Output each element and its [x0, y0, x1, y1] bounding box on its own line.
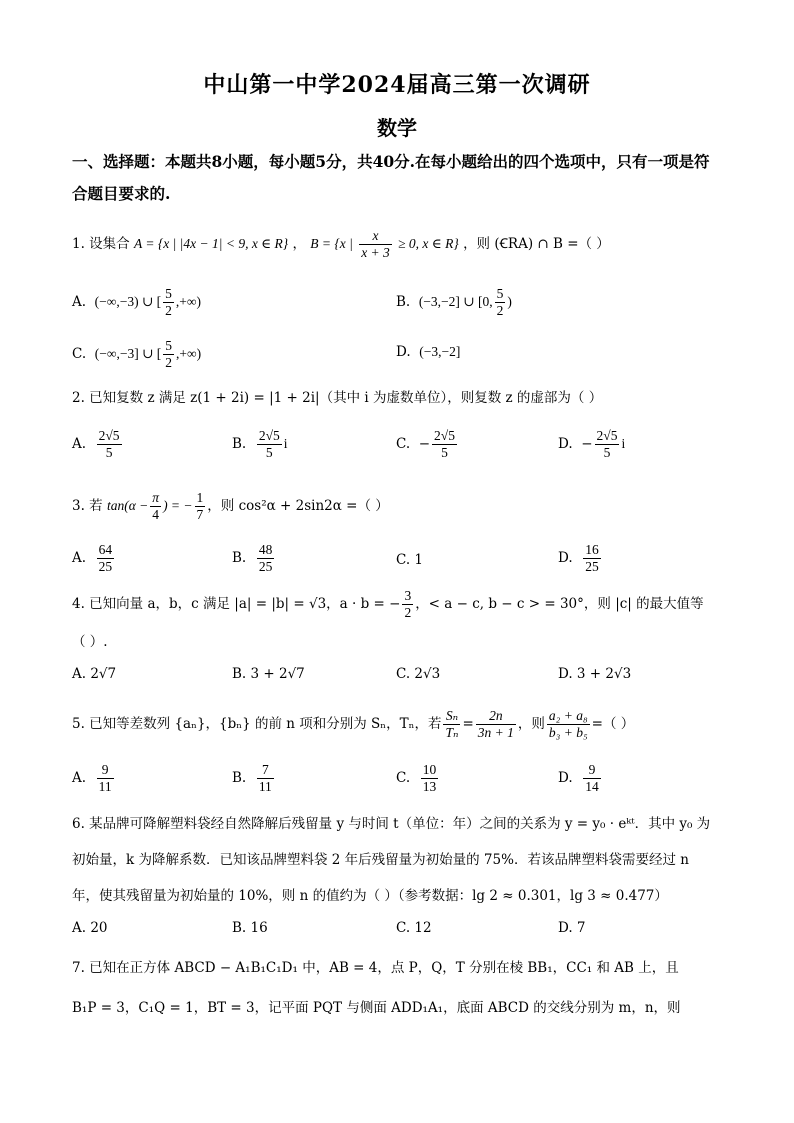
question-1: 1. 设集合 A = {x | |4x − 1| < 9, x ∈ R} ， B = {x | $\frac{x}{x + 3}$ ≥ 0, x ∈ R} ，则 (ꞒRA) ∩ B =（ ）: [72, 228, 610, 260]
q2-option-a: A. $\frac{2√5}{5}$: [72, 428, 120, 460]
exam-subject: 数学: [377, 116, 417, 140]
question-6-line-2: 初始量，k 为降解系数．已知该品牌塑料袋 2 年后残留量为初始量的 75%．若该品牌塑料袋需要经过 n: [72, 852, 689, 868]
question-7-line-2: B₁P = 3，C₁Q = 1，BT = 3，记平面 PQT 与侧面 ADD₁A₁，底面 ABCD 的交线分别为 m，n，则: [72, 1000, 681, 1016]
q5-option-a: A. $\frac{9}{11}$: [72, 762, 112, 794]
q1-option-d: D. (−3,−2]: [396, 344, 461, 360]
question-2: 2. 已知复数 z 满足 z(1 + 2i) = |1 + 2i|（其中 i 为虚数单位），则复数 z 的虚部为（ ）: [72, 390, 603, 406]
exam-title: 中山第一中学2024届高三第一次调研: [203, 72, 591, 98]
q3-option-a: A. $\frac{64}{25}$: [72, 542, 113, 574]
question-5: 5. 已知等差数列 {aₙ}，{bₙ} 的前 n 项和分别为 Sₙ，Tₙ，若 $\frac{\text{Sₙ}}{\text{Tₙ}}$ = $\frac{2n}{3n + 1}$ ，则 $\frac{\text{a₂ + a₈}}{\text{b₃ + b₅}}$ =（ ）: [72, 708, 635, 740]
question-4-cont: （ ）.: [72, 634, 108, 650]
q1-set-a: A = {x | |4x − 1| < 9, x ∈ R}: [133, 236, 289, 251]
q1-ask: ，则 (ꞒRA) ∩ B =（ ）: [463, 236, 610, 252]
q1-set-b-pre: B = {x |: [310, 236, 353, 251]
question-4: 4. 已知向量 a，b，c 满足 |a| = |b| = √3，a · b = − $\frac{3}{2}$ ，< a − c, b − c > = 30°，则 |c| 的最大值等: [72, 588, 704, 620]
q6-option-a: A. 20: [72, 920, 108, 936]
q1-set-b-post: ≥ 0, x ∈ R}: [398, 236, 459, 251]
question-6-line-1: 6. 某品牌可降解塑料袋经自然降解后残留量 y 与时间 t（单位：年）之间的关系为 y = y₀ · eᵏᵗ．其中 y₀ 为: [72, 816, 711, 832]
q4-option-a: A. 2√7: [72, 666, 117, 682]
q6-option-c: C. 12: [396, 920, 432, 936]
q5-option-c: C. $\frac{10}{13}$: [396, 762, 437, 794]
q2-option-d: D. − $\frac{2√5}{5}$ i: [558, 428, 626, 460]
q6-option-d: D. 7: [558, 920, 586, 936]
q2-option-c: C. − $\frac{2√5}{5}$: [396, 428, 455, 460]
q3-option-d: D. $\frac{16}{25}$: [558, 542, 599, 574]
q3-option-c: C. 1: [396, 552, 424, 568]
q1-set-b-fraction: $\frac{x}{x + 3}$: [361, 228, 390, 260]
question-7-line-1: 7. 已知在正方体 ABCD − A₁B₁C₁D₁ 中，AB = 4，点 P，Q，T 分别在棱 BB₁，CC₁ 和 AB 上，且: [72, 960, 679, 976]
q4-option-c: C. 2√3: [396, 666, 441, 682]
q5-option-d: D. $\frac{9}{14}$: [558, 762, 599, 794]
q1-option-b: B. (−3,−2] ∪ [0, $\frac{5}{2}$ ): [396, 286, 512, 318]
section-heading: 一、选择题：本题共8小题，每小题5分，共40分.在每小题给出的四个选项中，只有一项是符合题目要求的.: [72, 152, 710, 203]
q1-option-a: A. (−∞,−3) ∪ [ $\frac{5}{2}$ ,+∞): [72, 286, 202, 318]
q3-option-b: B. $\frac{48}{25}$: [232, 542, 273, 574]
q4-option-b: B. 3 + 2√7: [232, 666, 305, 682]
q1-option-c: C. (−∞,−3] ∪ [ $\frac{5}{2}$ ,+∞): [72, 338, 202, 370]
q2-option-b: B. $\frac{2√5}{5}$ i: [232, 428, 288, 460]
q1-prefix: 1. 设集合: [72, 236, 130, 252]
q5-option-b: B. $\frac{7}{11}$: [232, 762, 272, 794]
q6-option-b: B. 16: [232, 920, 268, 936]
q4-option-d: D. 3 + 2√3: [558, 666, 632, 682]
question-6-line-3: 年，使其残留量为初始量的 10%，则 n 的值约为（ ）（参考数据：lg 2 ≈ 0.301，lg 3 ≈ 0.477）: [72, 888, 668, 904]
question-3: 3. 若 tan(α − $\frac{\pi}{4}$ ) = − $\frac{1}{7}$ ，则 cos²α + 2sin2α =（ ）: [72, 490, 389, 522]
